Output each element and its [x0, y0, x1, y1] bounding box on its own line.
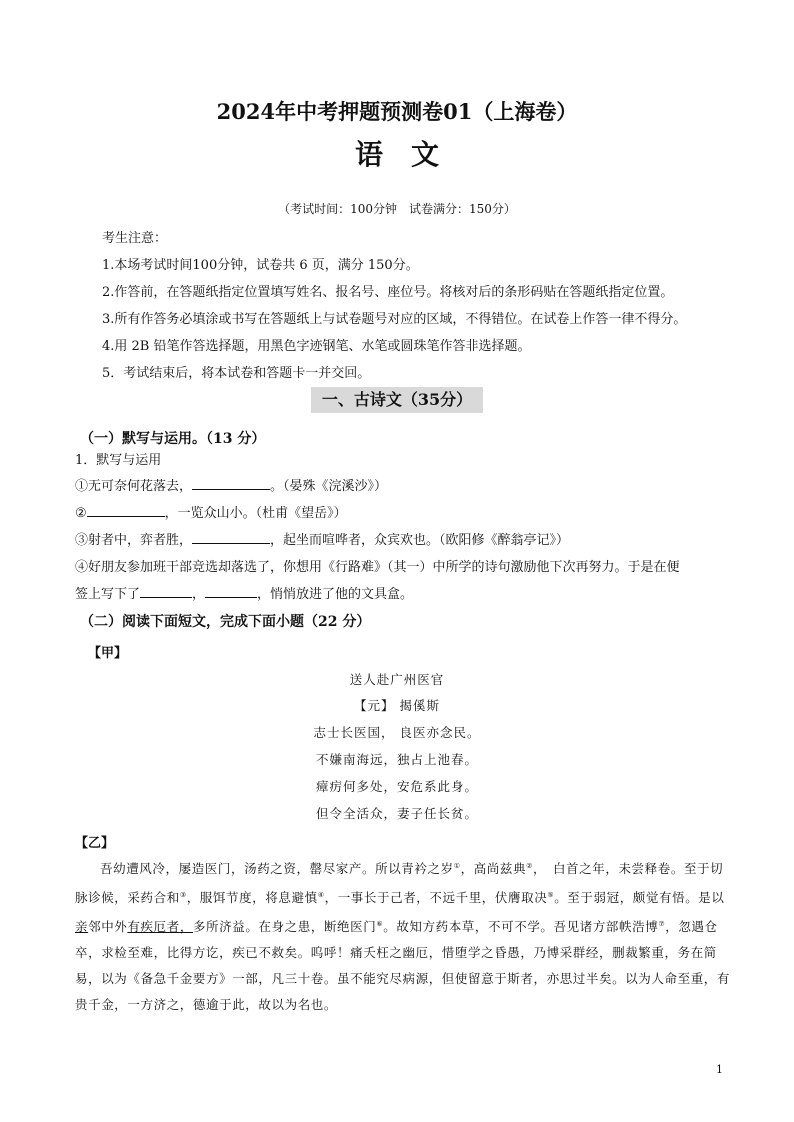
page-title: 2024年中考押题预测卷01（上海卷）: [216, 99, 578, 124]
poem-author: 【元】 揭傒斯: [354, 698, 440, 713]
page-number: 1: [716, 1063, 723, 1076]
part2-heading: （二）阅读下面短文，完成下面小题（22 分）: [80, 614, 371, 630]
answer-blank[interactable]: [192, 530, 270, 544]
notice-heading: 考生注意：: [102, 231, 168, 246]
fill-text: ②: [75, 506, 87, 521]
footnote-mark: ④: [317, 891, 325, 900]
poem-title: 送人赴广州医官: [349, 672, 445, 687]
fill-text: ①无可奈何花落去，: [75, 479, 193, 494]
prose-text: 多所济益。在身之患，断绝医门: [192, 919, 377, 935]
notice-item: 5．考试结束后，将本试卷和答题卡一并交回。: [102, 366, 371, 381]
fill-text: ，悄悄放进了他的文具盒。: [257, 587, 414, 602]
prose-text: 。至于弱冠，颇觉有悟。是以: [554, 890, 725, 906]
section-heading: 一、古诗文（35分）: [311, 387, 483, 413]
footnote-mark: ②: [526, 862, 533, 870]
jia-label: 【甲】: [88, 646, 128, 661]
notice-item: 4.用 2B 铅笔作答选择题，用黑色字迹钢笔、水笔或圆珠笔作答非选择题。: [102, 339, 531, 354]
answer-blank[interactable]: [205, 584, 257, 598]
poem-line: 不嫌南海远，独占上池春。: [315, 752, 478, 767]
fill-text: 。（晏殊《浣溪沙》）: [270, 479, 388, 494]
footnote-mark: ⑤: [547, 891, 555, 900]
fill-item-4-line1: ④好朋友参加班干部竞选却落选了，你想用《行路难》（其一）中所学的诗句激励他下次再努力。于是在便: [75, 560, 680, 575]
prose-text: 邻中外: [88, 919, 128, 935]
subject-title: 语文: [354, 138, 467, 171]
question-label: 1．默写与运用: [75, 453, 162, 468]
notice-item: 2.作答前，在答题纸指定位置填写姓名、报名号、座位号。将核对后的条形码贴在答题纸指定位置。: [102, 285, 674, 300]
prose-text: ，忽遇仓卒，求检至难，比得方讫，疾已不救矣。呜呼！痛夭枉之幽厄，惜堕学之昏愚，乃博采群经，删裁繁重，务在简易，以为《备急千金要方》一部，凡三十卷。虽不能究尽病源，但使留意于斯者，亦思过半矣。以为人命至重，有贵千金，一方济之，德逾于此，故以为名也。: [75, 919, 731, 1013]
prose-text: ，服饵节度，将息避慎: [186, 890, 318, 906]
fill-item-4-line2: [75, 583, 413, 602]
yi-label: 【乙】: [75, 836, 115, 851]
answer-blank[interactable]: [87, 503, 165, 517]
prose-text: ，一事长于己者，不远千里，伏膺取决: [324, 890, 548, 906]
poem-line: 但令全活众，妻子任长贫。: [315, 806, 478, 821]
poem-line: 志士长医国， 良医亦念民。: [313, 725, 481, 740]
footnote-mark: ⑦: [658, 920, 666, 929]
answer-blank[interactable]: [140, 584, 192, 598]
fill-text: ，起坐而喧哗者，众宾欢也。（欧阳修《醉翁亭记》）: [270, 533, 570, 548]
fill-item-1: [75, 475, 387, 494]
fill-text: ，一览众山小。（杜甫《望岳》）: [164, 506, 347, 521]
fill-text: 签上写下了: [75, 587, 141, 602]
footnote-mark: ⑥: [376, 920, 384, 929]
prose-passage: [75, 853, 735, 1018]
part1-heading: （一）默写与运用。（13 分）: [80, 431, 266, 447]
notice-item: 1.本场考试时间100分钟，试卷共 6 页，满分 150分。: [102, 258, 419, 273]
footnote-mark: ③: [179, 891, 187, 900]
fill-text: ③射者中，弈者胜，: [75, 533, 193, 548]
prose-text: 吾幼遭风冷，屡造医门，汤药之资，罄尽家产。所以青衿之岁: [100, 861, 454, 877]
poem-line: 瘴疠何多处，安危系此身。: [315, 779, 478, 794]
notice-item: 3.所有作答务必填涂或书写在答题纸上与试卷题号对应的区域，不得错位。在试卷上作答一律不得分。: [102, 312, 687, 327]
fill-text: ，: [192, 587, 206, 602]
footnote-mark: ①: [453, 862, 461, 870]
exam-info: （考试时间：100分钟 试卷满分：150分）: [278, 202, 516, 216]
answer-blank[interactable]: [192, 476, 270, 490]
fill-item-2: [75, 502, 347, 521]
prose-text: ，高尚兹典: [460, 861, 527, 877]
underlined-text: 亲: [75, 919, 89, 935]
prose-text: 。故知方药本草，不可不学。吾见诸方部帙浩博: [383, 919, 659, 935]
prose-paragraph: [75, 853, 735, 1018]
fill-item-3: [75, 529, 569, 548]
underlined-text: 有疾厄者，: [127, 919, 193, 935]
prose-text: ， 白首之年，未尝释卷。至于切脉诊候，采药合和: [75, 861, 724, 906]
